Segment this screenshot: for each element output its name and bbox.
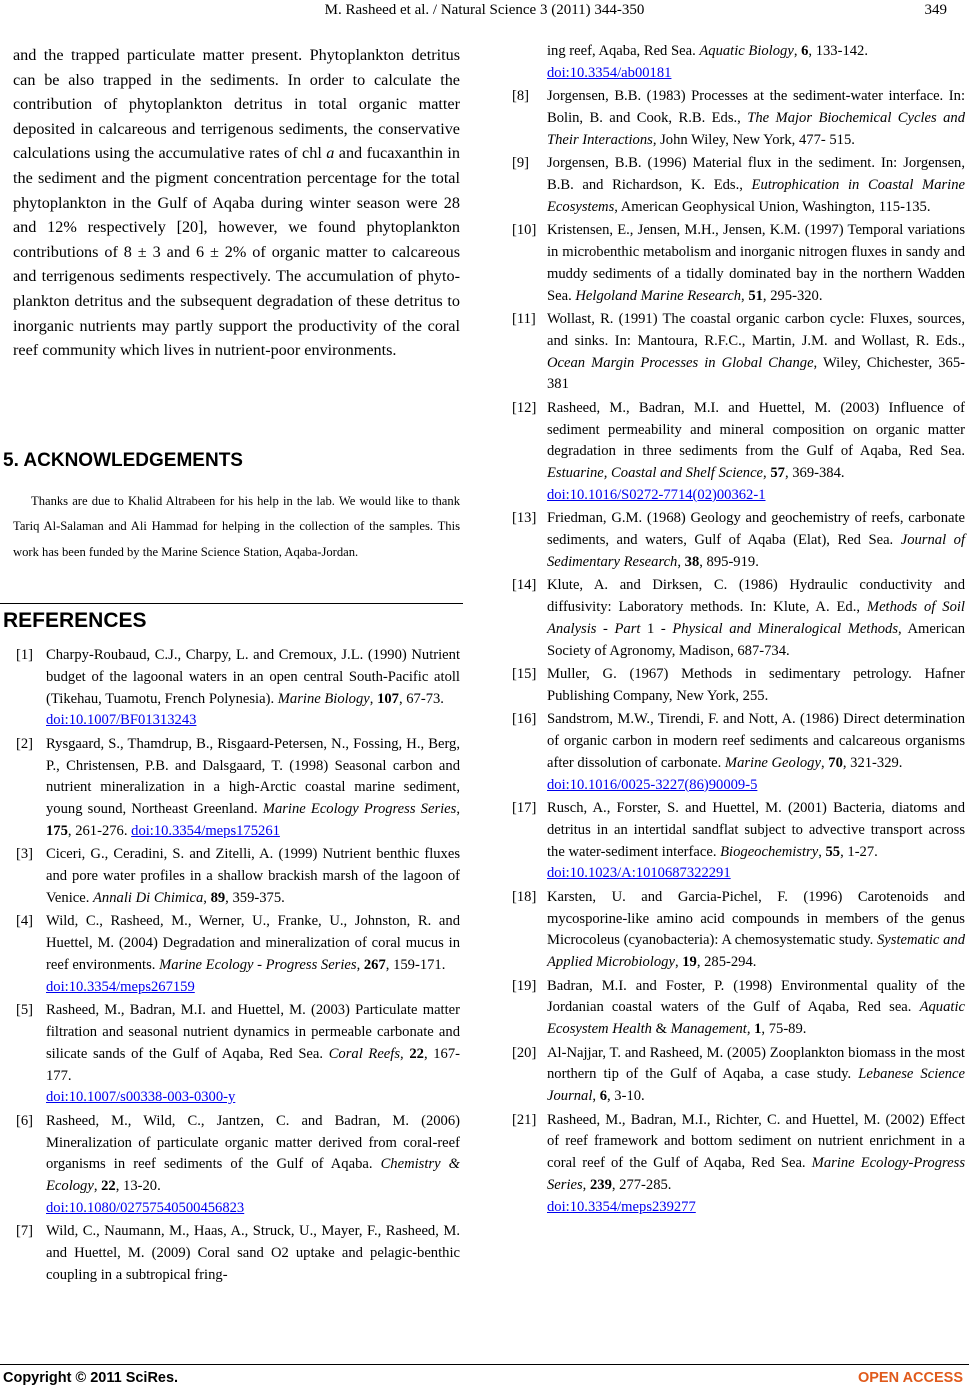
text-run: Rusch, A., Forster, S. and Huettel, M. (2001) Bacteria, diatoms and detritus in an intertidal sandflat subject to advective transport across the water-sediment interface. [547, 800, 965, 860]
acknowledgements-text: Thanks are due to Khalid Altrabeen for his help in the lab. We would like to thank Tariq Al-Salaman and Ali Hammad for helping in the collection of the samples. This work has been funded by the Marine Science Station, Aqaba-Jordan. [13, 494, 460, 559]
text-run: Rasheed, M., Badran, M.I., Richter, C. and Huettel, M. (2002) Effect of reef framework and bottom sediment on nutrient enrichment in a coral reef of the Gulf of Aqaba, Red Sea. [547, 1111, 965, 1172]
text-run: , [582, 1176, 590, 1193]
text-run: , [400, 1045, 410, 1062]
text-run: , 133-142. [808, 43, 868, 59]
reference-item [512, 508, 965, 573]
text-run: and fucaxanthin in the sediment and the pigment concentration percentage for the total phytoplankton in the Gulf of Aqaba during winter season were 28 and 12% respectively [20], however, we found phytoplankton contributions of 8 ± 3 and 6 ± 2% of organic matter to calcareous and terrigenous sediments respectively. The accumulation of phytoplankton detritus and the subsequent degradation of these detritus to inorganic nutrients may partly support the productivity of the coral reef community which lives in nutrient-poor environments. [13, 144, 460, 360]
text-run: , 1-27. [840, 843, 878, 860]
references-list-right [512, 41, 965, 1220]
text-run: , [741, 287, 749, 304]
volume-number: 51 [748, 287, 763, 304]
reference-number: [18] [512, 888, 537, 905]
italic-text: Systematic and Applied Microbiology [547, 932, 965, 971]
volume-number: 22 [409, 1045, 424, 1062]
text-run: , John Wiley, New York, 477- 515. [652, 131, 855, 148]
volume-number: 267 [363, 956, 386, 973]
doi-link[interactable]: doi:10.3354/meps267159 [46, 978, 195, 995]
reference-number: [11] [512, 310, 536, 327]
italic-text: a [326, 144, 335, 163]
doi-link[interactable]: doi:10.3354/ab00181 [547, 64, 672, 81]
text-run: , [820, 754, 829, 771]
reference-number: [4] [16, 913, 34, 930]
reference-item [16, 1111, 460, 1220]
reference-number: [7] [16, 1223, 34, 1240]
text-run: and the trapped particulate matter present. Phytoplankton detritus can be also trapped in the sediments. In order to calculate the contribution of phytoplankton detritus in total organic matter deposited in calcareous and terrigenous sediments, the conservative calculations using the accumulative rates of chl [13, 46, 460, 163]
doi-link[interactable]: doi:10.3354/meps239277 [547, 1198, 696, 1215]
footer-divider [0, 1364, 969, 1365]
reference-item [512, 398, 965, 507]
reference-item [512, 575, 965, 662]
page-header [0, 0, 969, 22]
doi-link[interactable]: doi:10.3354/meps175261 [131, 822, 280, 839]
volume-number: 89 [210, 889, 226, 906]
italic-text: Marine Ecology Progress Series [262, 801, 457, 818]
reference-number: [12] [512, 399, 537, 416]
text-run: , [674, 954, 683, 971]
volume-number: 175 [46, 822, 68, 839]
acknowledgements-heading: 5. ACKNOWLEDGEMENTS [3, 450, 243, 471]
reference-item [512, 709, 965, 796]
volume-number: 19 [682, 954, 697, 971]
doi-link[interactable]: doi:10.1016/S0272-7714(02)00362-1 [547, 486, 766, 503]
text-run: , [746, 1021, 755, 1038]
text-run: , 359-375. [225, 889, 285, 906]
italic-text: Aquatic Biology [699, 43, 794, 59]
text-run: Wild, C., Rasheed, M., Werner, U., Franke, U., Johnston, R. and Huettel, M. (2004) Degradation and mineralization of coral mucus in reef environments. [46, 913, 460, 973]
text-run: Rasheed, M., Badran, M.I. and Huettel, M. (2003) Particulate matter filtration and seasonal nutrient dynamics in permeable carbonate and silicate sands of the Gulf of Aqaba, Red Sea. [46, 1002, 460, 1062]
volume-number: 55 [825, 843, 841, 860]
reference-number: [5] [16, 1002, 34, 1019]
text-run: , 285-294. [696, 954, 757, 971]
text-run: Jorgensen, B.B. (1983) Processes at the sediment-water interface. In: Bolin, B. and Cook, R.B. Eds., [547, 88, 965, 126]
text-run: , 3-10. [607, 1088, 645, 1105]
copyright-notice: Copyright © 2011 SciRes. [3, 1370, 179, 1386]
reference-number: [8] [512, 88, 530, 105]
reference-item [512, 1043, 965, 1108]
reference-number: [20] [512, 1044, 537, 1061]
volume-number: 6 [599, 1088, 607, 1105]
reference-item [512, 1110, 965, 1219]
text-run: Rasheed, M., Badran, M.I. and Huettel, M. (2003) Influence of sediment permeability and mineral composition on organic matter degradation in three sediments from the Gulf of Aqaba, Red Sea. [547, 399, 965, 460]
reference-number: [9] [512, 155, 530, 172]
doi-link[interactable]: doi:10.1007/BF01313243 [46, 712, 197, 729]
italic-text: Lebanese Science Journal [547, 1066, 965, 1105]
text-run: , 159-171. [385, 956, 446, 973]
italic-text: Eutrophication in Coastal Marine Ecosystems [547, 176, 965, 215]
references-list-left [16, 645, 460, 1288]
reference-number: [15] [512, 666, 537, 683]
text-run: , American Society of Agronomy, Madison, 687-734. [547, 620, 965, 659]
italic-text: Estuarine, Coastal and Shelf Science [547, 465, 764, 482]
reference-item [512, 86, 965, 151]
text-run: , Wiley, Chichester, 365-381 [547, 354, 965, 393]
doi-link[interactable]: doi:10.1016/0025-3227(86)90009-5 [547, 776, 758, 793]
body-paragraph [13, 43, 460, 363]
reference-number: [6] [16, 1112, 34, 1129]
text-run: , American Geophysical Union, Washington, 115-135. [614, 198, 931, 215]
text-run: Klute, A. and Dirksen, C. (1986) Hydraulic conductivity and diffusivity: Laboratory methods. In: Klute, A. Ed., [547, 577, 965, 616]
text-run: , [763, 465, 771, 482]
text-run: , [369, 690, 378, 707]
doi-link[interactable]: doi:10.1007/s00338-003-0300-y [46, 1089, 236, 1106]
text-run: Sandstrom, M.W., Tirendi, F. and Nott, A. (1986) Direct determination of organic carbon in modern reef sediments and calcareous organisms after dissolution of carbonate. [547, 711, 965, 771]
text-run: , 295-320. [762, 287, 823, 304]
text-run: , 321-329. [842, 754, 903, 771]
italic-text: Physical and Mineralogical Methods [672, 620, 899, 637]
reference-number: [16] [512, 711, 537, 728]
italic-text: Management [670, 1021, 747, 1038]
reference-item [16, 1221, 460, 1286]
references-heading: REFERENCES [3, 609, 147, 632]
italic-text: Methods of Soil Analysis - Part [547, 599, 965, 637]
text-run: , [356, 956, 364, 973]
volume-number: 57 [770, 465, 785, 482]
reference-number: [14] [512, 577, 537, 594]
italic-text: Marine Ecology-Progress Series [547, 1155, 965, 1193]
text-run: , 75-89. [761, 1021, 807, 1038]
italic-text: Coral Reefs [328, 1045, 401, 1062]
italic-text: Aquatic Ecosystem Health [547, 999, 965, 1038]
reference-item [512, 887, 965, 974]
reference-item [512, 798, 965, 885]
text-run: , 895-919. [699, 553, 759, 570]
reference-number: [10] [512, 222, 537, 239]
text-run: ing reef, Aqaba, Red Sea. [547, 43, 700, 59]
text-run: Muller, G. (1967) Methods in sedimentary petrology. Hafner Publishing Company, New York, 255. [547, 666, 965, 704]
reference-number: [17] [512, 800, 537, 817]
reference-item [512, 220, 965, 307]
reference-item [16, 734, 460, 843]
italic-text: Helgoland Marine Research [575, 287, 742, 304]
text-run: Al-Najjar, T. and Rasheed, M. (2005) Zooplankton biomass in the most northern tip of the Gulf of Aqaba, a case study. [547, 1044, 965, 1083]
reference-item [512, 41, 965, 85]
italic-text: Marine Ecology - Progress Series [159, 956, 357, 973]
text-run: , [456, 801, 460, 818]
text-run: Jorgensen, B.B. (1996) Material flux in the sediment. In: Jorgensen, B.B. and Richardson, K. Eds., [547, 155, 965, 193]
running-title: M. Rasheed et al. / Natural Science 3 (2011) 344-350 [324, 2, 645, 18]
reference-number: [3] [16, 846, 34, 863]
text-run: , [793, 43, 802, 59]
italic-text: Annali Di Chimica [93, 889, 204, 906]
reference-item [512, 976, 965, 1041]
italic-text: Chemistry & Ecology [46, 1156, 460, 1195]
text-run: Charpy-Roubaud, C.J., Charpy, L. and Cremoux, J.L. (1990) Nutrient budget of the lagoonal waters in an open central South-Pacific atoll (Tikehau, Tuamotu, French Polynesia). [46, 647, 460, 707]
italic-text: Biogeochemistry [720, 843, 819, 860]
section-divider [0, 603, 463, 604]
open-access-label: OPEN ACCESS [857, 1370, 963, 1386]
volume-number: 107 [377, 690, 399, 707]
doi-link[interactable]: doi:10.1080/02757540500456823 [46, 1199, 245, 1216]
reference-number: [21] [512, 1111, 537, 1128]
volume-number: 239 [589, 1176, 612, 1193]
text-run: , 369-384. [784, 465, 845, 482]
text-run: 1 - [640, 620, 673, 637]
volume-number: 6 [801, 43, 809, 59]
italic-text: Journal of Sedimentary Research [547, 532, 965, 570]
reference-item [512, 664, 965, 708]
volume-number: 1 [754, 1021, 762, 1038]
reference-item [16, 645, 460, 732]
text-run: , 277-285. [611, 1176, 672, 1193]
volume-number: 38 [684, 553, 700, 570]
text-run: Karsten, U. and Garcia-Pichel, F. (1996) Carotenoids and mycosporine-like amino acid compounds in members of the genus Microcoleus (cyanobacteria): A chemosystematic study. [547, 888, 965, 949]
text-run: Rysgaard, S., Thamdrup, B., Risgaard-Petersen, N., Fossing, H., Berg, P., Christensen, P.B. and Dalsgaard, T. (1998) Seasonal carbon and nutrient mineralization in a high-Arctic coastal marine sediment, young sound, Northeast Greenland. [46, 735, 460, 818]
text-run: , [592, 1088, 600, 1105]
text-run: , [818, 843, 826, 860]
doi-link[interactable]: doi:10.1023/A:1010687322291 [547, 865, 731, 882]
italic-text: Marine Biology [277, 690, 370, 707]
text-run: Wollast, R. (1991) The coastal organic carbon cycle: Fluxes, sources, and sinks. In: Mantoura, R.F.C., Martin, J.M. and Wollast, R. Eds., [547, 310, 965, 349]
volume-number: 70 [828, 754, 843, 771]
reference-number: [1] [16, 647, 34, 663]
text-run: , 261-276. [67, 822, 132, 839]
reference-item [16, 1000, 460, 1109]
text-run: & [651, 1021, 671, 1038]
reference-item [512, 309, 965, 396]
reference-number: [19] [512, 977, 537, 994]
italic-text: The Major Biochemical Cycles and Their Interactions [547, 109, 966, 148]
reference-number: [13] [512, 510, 537, 527]
page-number: 349 [924, 2, 947, 18]
text-run: Kristensen, E., Jensen, M.H., Jensen, K.M. (1997) Temporal variations in microbenthic metabolism and inorganic nitrogen fluxes in sandy and muddy sediments of a tidally dominated bay in the northern Wadden Sea. [547, 222, 965, 304]
text-run: , 13-20. [115, 1178, 161, 1195]
reference-item [16, 844, 460, 909]
text-run: , [93, 1178, 102, 1195]
text-run: , 67-73. [398, 690, 444, 707]
reference-item [512, 153, 965, 218]
text-run: Wild, C., Naumann, M., Haas, A., Struck, U., Mayer, F., Rasheed, M. and Huettel, M. (2009) Coral sand O2 uptake and pelagic-benthic coupling in a subtropical fring- [46, 1223, 460, 1283]
italic-text: Marine Geology [724, 754, 821, 771]
italic-text: Ocean Margin Processes in Global Change [547, 354, 814, 371]
reference-number: [2] [16, 735, 34, 752]
text-run: Rasheed, M., Wild, C., Jantzen, C. and Badran, M. (2006) Mineralization of particulate organic matter derived from coral-reef organisms in reef sediments of the Gulf of Aqaba. [46, 1112, 460, 1173]
volume-number: 22 [101, 1178, 116, 1195]
text-run: , 167-177. [46, 1045, 460, 1084]
text-run: Badran, M.I. and Foster, P. (1998) Environmental quality of the Jordanian coastal waters of the Gulf of Aqaba, Red sea. [547, 977, 965, 1016]
text-run: Friedman, G.M. (1968) Geology and geochemistry of reefs, carbonate sediments, and waters, Gulf of Aqaba (Elat), Red Sea. [547, 510, 965, 549]
text-run: , [203, 889, 211, 906]
text-run: Ciceri, G., Ceradini, S. and Zitelli, A. (1999) Nutrient benthic fluxes and pore water profiles in a shallow brackish marsh of the lagoon of Venice. [46, 846, 460, 906]
text-run: , [677, 553, 685, 570]
reference-item [16, 911, 460, 998]
